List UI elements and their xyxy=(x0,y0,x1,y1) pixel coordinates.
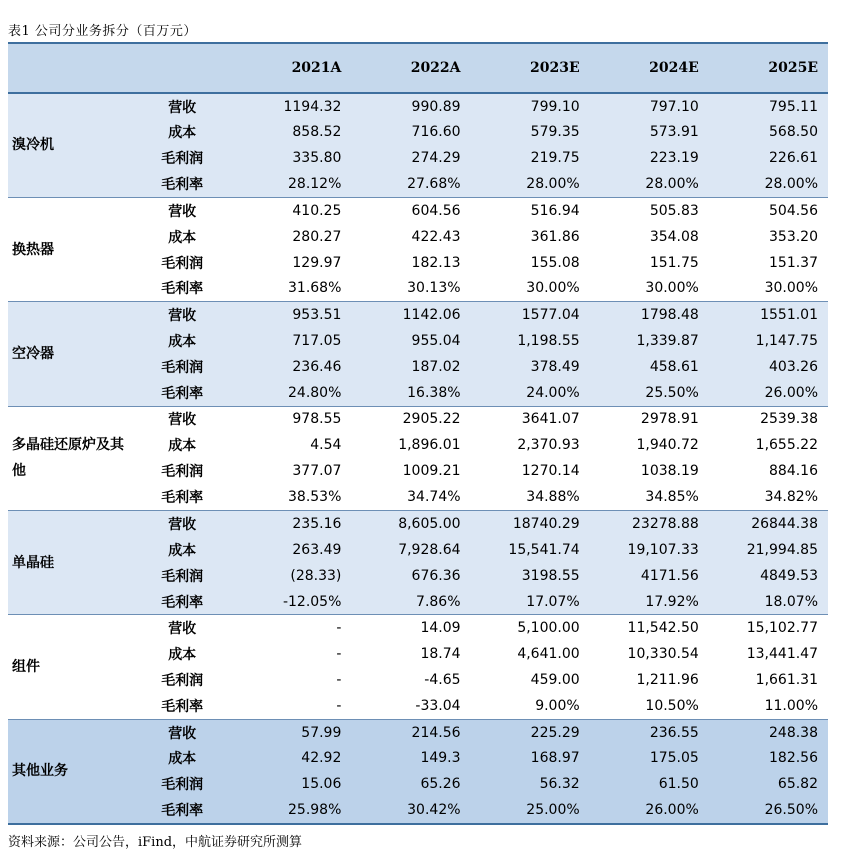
value-cell: 377.07 xyxy=(232,458,351,484)
table-row xyxy=(8,719,828,745)
segment-name: 多晶硅还原炉及其他 xyxy=(8,406,132,510)
table-row xyxy=(8,615,828,641)
table-header xyxy=(8,43,828,93)
metric-label: 营收 xyxy=(132,93,232,119)
metric-label: 毛利润 xyxy=(132,563,232,589)
value-cell: -4.65 xyxy=(351,667,470,693)
value-cell: 1577.04 xyxy=(471,302,590,328)
metric-label: 毛利率 xyxy=(132,380,232,406)
value-cell: 335.80 xyxy=(232,145,351,171)
value-cell: 18.74 xyxy=(351,641,470,667)
value-cell: 263.49 xyxy=(232,537,351,563)
table-row xyxy=(8,93,828,119)
value-cell: 19,107.33 xyxy=(590,537,709,563)
value-cell: 3641.07 xyxy=(471,406,590,432)
value-cell: 1,661.31 xyxy=(709,667,828,693)
segment-name: 组件 xyxy=(8,615,132,719)
value-cell: 28.00% xyxy=(590,171,709,197)
value-cell: 65.26 xyxy=(351,771,470,797)
value-cell: 151.75 xyxy=(590,250,709,276)
value-cell: 3198.55 xyxy=(471,563,590,589)
value-cell: 516.94 xyxy=(471,197,590,223)
value-cell: 604.56 xyxy=(351,197,470,223)
value-cell: 361.86 xyxy=(471,223,590,249)
metric-label: 毛利率 xyxy=(132,589,232,615)
segment-group xyxy=(8,615,828,719)
segment-group xyxy=(8,302,828,406)
value-cell: 353.20 xyxy=(709,223,828,249)
value-cell: 28.00% xyxy=(471,171,590,197)
metric-label: 毛利率 xyxy=(132,798,232,824)
value-cell: 4,641.00 xyxy=(471,641,590,667)
value-cell: 34.82% xyxy=(709,484,828,510)
segment-name: 溴冷机 xyxy=(8,93,132,197)
metric-label: 成本 xyxy=(132,745,232,771)
value-cell: 31.68% xyxy=(232,276,351,302)
table-row xyxy=(8,511,828,537)
value-cell: 2,370.93 xyxy=(471,432,590,458)
value-cell: 978.55 xyxy=(232,406,351,432)
header-row xyxy=(8,43,828,93)
value-cell: 236.46 xyxy=(232,354,351,380)
value-cell: 168.97 xyxy=(471,745,590,771)
value-cell: 15,541.74 xyxy=(471,537,590,563)
value-cell: 15.06 xyxy=(232,771,351,797)
metric-label: 成本 xyxy=(132,223,232,249)
value-cell: 568.50 xyxy=(709,119,828,145)
value-cell: 225.29 xyxy=(471,719,590,745)
value-cell: 280.27 xyxy=(232,223,351,249)
metric-label: 毛利率 xyxy=(132,171,232,197)
value-cell: 795.11 xyxy=(709,93,828,119)
metric-label: 营收 xyxy=(132,719,232,745)
metric-label: 营收 xyxy=(132,197,232,223)
value-cell: 30.13% xyxy=(351,276,470,302)
metric-label: 毛利润 xyxy=(132,145,232,171)
value-cell: 236.55 xyxy=(590,719,709,745)
metric-label: 营收 xyxy=(132,302,232,328)
value-cell: 1551.01 xyxy=(709,302,828,328)
segment-name: 单晶硅 xyxy=(8,511,132,615)
value-cell: 175.05 xyxy=(590,745,709,771)
value-cell: 2978.91 xyxy=(590,406,709,432)
segment-name: 空冷器 xyxy=(8,302,132,406)
value-cell: 21,994.85 xyxy=(709,537,828,563)
metric-label: 毛利润 xyxy=(132,771,232,797)
header-year: 2025E xyxy=(709,43,828,93)
table-row xyxy=(8,197,828,223)
segment-group xyxy=(8,511,828,615)
table-row xyxy=(8,406,828,432)
value-cell: 505.83 xyxy=(590,197,709,223)
value-cell: - xyxy=(232,615,351,641)
value-cell: 65.82 xyxy=(709,771,828,797)
value-cell: 1798.48 xyxy=(590,302,709,328)
value-cell: 676.36 xyxy=(351,563,470,589)
value-cell: 18740.29 xyxy=(471,511,590,537)
value-cell: (28.33) xyxy=(232,563,351,589)
value-cell: 17.07% xyxy=(471,589,590,615)
metric-label: 成本 xyxy=(132,328,232,354)
header-cell xyxy=(132,43,232,93)
metric-label: 成本 xyxy=(132,432,232,458)
value-cell: 953.51 xyxy=(232,302,351,328)
value-cell: 28.00% xyxy=(709,171,828,197)
value-cell: 182.13 xyxy=(351,250,470,276)
value-cell: 214.56 xyxy=(351,719,470,745)
value-cell: 1270.14 xyxy=(471,458,590,484)
metric-label: 营收 xyxy=(132,615,232,641)
value-cell: 235.16 xyxy=(232,511,351,537)
metric-label: 成本 xyxy=(132,537,232,563)
value-cell: 1,211.96 xyxy=(590,667,709,693)
value-cell: 858.52 xyxy=(232,119,351,145)
value-cell: 458.61 xyxy=(590,354,709,380)
value-cell: 1,198.55 xyxy=(471,328,590,354)
value-cell: 26.00% xyxy=(590,798,709,824)
value-cell: 378.49 xyxy=(471,354,590,380)
value-cell: 219.75 xyxy=(471,145,590,171)
segment-name: 其他业务 xyxy=(8,719,132,823)
header-year: 2022A xyxy=(351,43,470,93)
value-cell: 30.00% xyxy=(709,276,828,302)
segment-group xyxy=(8,93,828,197)
metric-label: 毛利润 xyxy=(132,458,232,484)
value-cell: 25.00% xyxy=(471,798,590,824)
value-cell: 30.00% xyxy=(590,276,709,302)
value-cell: 799.10 xyxy=(471,93,590,119)
value-cell: 18.07% xyxy=(709,589,828,615)
metric-label: 毛利润 xyxy=(132,354,232,380)
value-cell: 24.80% xyxy=(232,380,351,406)
value-cell: 403.26 xyxy=(709,354,828,380)
business-breakdown-table xyxy=(8,42,828,825)
value-cell: 38.53% xyxy=(232,484,351,510)
value-cell: 28.12% xyxy=(232,171,351,197)
value-cell: 1009.21 xyxy=(351,458,470,484)
metric-label: 毛利率 xyxy=(132,693,232,719)
value-cell: 4849.53 xyxy=(709,563,828,589)
value-cell: 34.74% xyxy=(351,484,470,510)
header-cell xyxy=(8,43,132,93)
value-cell: 5,100.00 xyxy=(471,615,590,641)
value-cell: 422.43 xyxy=(351,223,470,249)
segment-name: 换热器 xyxy=(8,197,132,301)
value-cell: 14.09 xyxy=(351,615,470,641)
value-cell: 223.19 xyxy=(590,145,709,171)
value-cell: 187.02 xyxy=(351,354,470,380)
metric-label: 毛利率 xyxy=(132,484,232,510)
value-cell: 26844.38 xyxy=(709,511,828,537)
value-cell: 129.97 xyxy=(232,250,351,276)
value-cell: 151.37 xyxy=(709,250,828,276)
value-cell: 579.35 xyxy=(471,119,590,145)
metric-label: 营收 xyxy=(132,511,232,537)
value-cell: 955.04 xyxy=(351,328,470,354)
value-cell: 15,102.77 xyxy=(709,615,828,641)
value-cell: 10.50% xyxy=(590,693,709,719)
metric-label: 毛利润 xyxy=(132,667,232,693)
value-cell: 17.92% xyxy=(590,589,709,615)
value-cell: 1142.06 xyxy=(351,302,470,328)
metric-label: 营收 xyxy=(132,406,232,432)
value-cell: 11.00% xyxy=(709,693,828,719)
value-cell: 13,441.47 xyxy=(709,641,828,667)
value-cell: 410.25 xyxy=(232,197,351,223)
value-cell: 149.3 xyxy=(351,745,470,771)
value-cell: 30.00% xyxy=(471,276,590,302)
header-year: 2024E xyxy=(590,43,709,93)
value-cell: 10,330.54 xyxy=(590,641,709,667)
value-cell: 1,147.75 xyxy=(709,328,828,354)
value-cell: 274.29 xyxy=(351,145,470,171)
value-cell: 1,896.01 xyxy=(351,432,470,458)
value-cell: 25.98% xyxy=(232,798,351,824)
value-cell: 717.05 xyxy=(232,328,351,354)
value-cell: 9.00% xyxy=(471,693,590,719)
value-cell: -12.05% xyxy=(232,589,351,615)
value-cell: - xyxy=(232,641,351,667)
value-cell: 1038.19 xyxy=(590,458,709,484)
value-cell: 459.00 xyxy=(471,667,590,693)
value-cell: 797.10 xyxy=(590,93,709,119)
value-cell: 8,605.00 xyxy=(351,511,470,537)
value-cell: 42.92 xyxy=(232,745,351,771)
segment-group xyxy=(8,197,828,301)
value-cell: 226.61 xyxy=(709,145,828,171)
value-cell: 23278.88 xyxy=(590,511,709,537)
value-cell: 990.89 xyxy=(351,93,470,119)
value-cell: 716.60 xyxy=(351,119,470,145)
value-cell: 1,940.72 xyxy=(590,432,709,458)
metric-label: 成本 xyxy=(132,641,232,667)
value-cell: 4171.56 xyxy=(590,563,709,589)
value-cell: 1194.32 xyxy=(232,93,351,119)
value-cell: 2539.38 xyxy=(709,406,828,432)
value-cell: 26.50% xyxy=(709,798,828,824)
value-cell: 7.86% xyxy=(351,589,470,615)
segment-group xyxy=(8,719,828,823)
header-year: 2023E xyxy=(471,43,590,93)
table-row xyxy=(8,302,828,328)
value-cell: 884.16 xyxy=(709,458,828,484)
value-cell: 182.56 xyxy=(709,745,828,771)
value-cell: 248.38 xyxy=(709,719,828,745)
value-cell: 25.50% xyxy=(590,380,709,406)
value-cell: - xyxy=(232,667,351,693)
value-cell: 504.56 xyxy=(709,197,828,223)
value-cell: 155.08 xyxy=(471,250,590,276)
value-cell: 34.85% xyxy=(590,484,709,510)
value-cell: 16.38% xyxy=(351,380,470,406)
source-note: 资料来源：公司公告，iFind，中航证券研究所测算 xyxy=(8,835,303,850)
value-cell: 34.88% xyxy=(471,484,590,510)
header-year: 2021A xyxy=(232,43,351,93)
value-cell: - xyxy=(232,693,351,719)
value-cell: 24.00% xyxy=(471,380,590,406)
value-cell: 1,655.22 xyxy=(709,432,828,458)
value-cell: 61.50 xyxy=(590,771,709,797)
metric-label: 毛利率 xyxy=(132,276,232,302)
value-cell: 573.91 xyxy=(590,119,709,145)
value-cell: 57.99 xyxy=(232,719,351,745)
value-cell: 11,542.50 xyxy=(590,615,709,641)
value-cell: -33.04 xyxy=(351,693,470,719)
value-cell: 1,339.87 xyxy=(590,328,709,354)
value-cell: 27.68% xyxy=(351,171,470,197)
value-cell: 56.32 xyxy=(471,771,590,797)
value-cell: 354.08 xyxy=(590,223,709,249)
metric-label: 成本 xyxy=(132,119,232,145)
table-caption: 表1 公司分业务拆分（百万元） xyxy=(8,24,197,39)
segment-group xyxy=(8,406,828,510)
value-cell: 4.54 xyxy=(232,432,351,458)
value-cell: 26.00% xyxy=(709,380,828,406)
metric-label: 毛利润 xyxy=(132,250,232,276)
value-cell: 30.42% xyxy=(351,798,470,824)
value-cell: 7,928.64 xyxy=(351,537,470,563)
value-cell: 2905.22 xyxy=(351,406,470,432)
